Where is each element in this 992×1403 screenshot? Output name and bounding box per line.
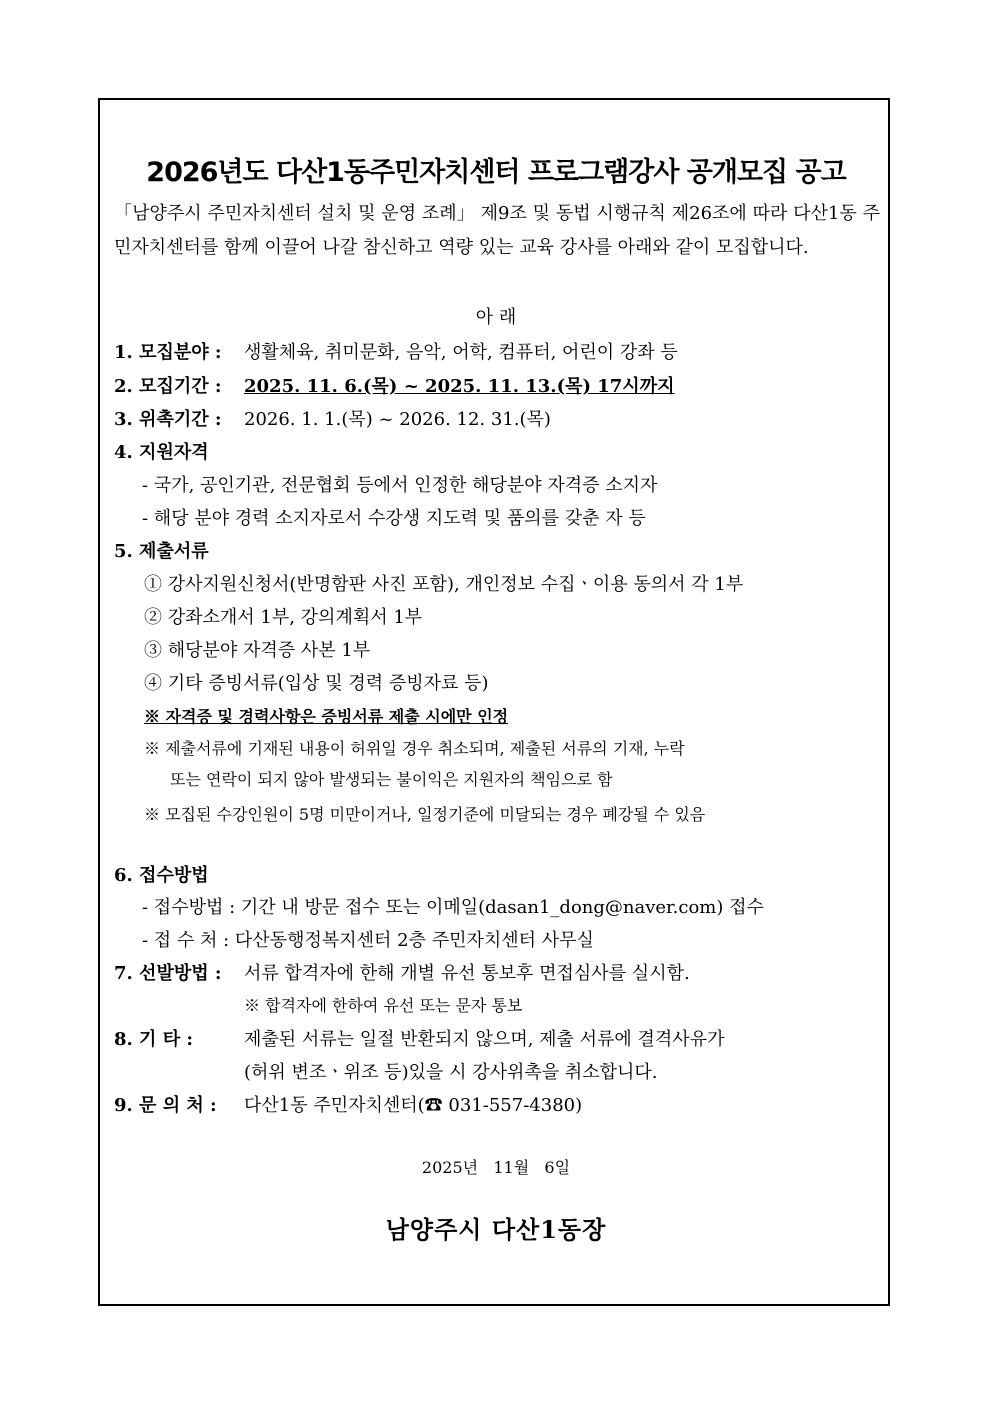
document-border bbox=[98, 98, 890, 1306]
note-line: ※ 모집된 수강인원이 5명 미만이거나, 일정기준에 미달되는 경우 폐강될 수 있음 bbox=[144, 805, 706, 824]
section2-value: 2025. 11. 6.(목) ~ 2025. 11. 13.(목) 17시까지 bbox=[244, 376, 675, 397]
list-item: ③ 해당분야 자격증 사본 1부 bbox=[144, 640, 371, 661]
bold-note: ※ 자격증 및 경력사항은 증빙서류 제출 시에만 인정 bbox=[144, 707, 509, 726]
section9-value: 다산1동 주민자치센터(☎ 031-557-4380) bbox=[244, 1095, 583, 1116]
notice-date: 2025년 11월 6일 bbox=[421, 1158, 571, 1177]
section4-label: 4. 지원자격 bbox=[114, 442, 209, 463]
list-item: ④ 기타 증빙서류(입상 및 경력 증빙자료 등) bbox=[144, 673, 489, 694]
list-item: ② 강좌소개서 1부, 강의계획서 1부 bbox=[144, 607, 423, 628]
page-title: 2026년도 다산1동주민자치센터 프로그램강사 공개모집 공고 bbox=[146, 157, 846, 188]
section7-label: 7. 선발방법 : bbox=[114, 963, 222, 984]
section2-label: 2. 모집기간 : bbox=[114, 376, 222, 397]
list-item: - 접수방법 : 기간 내 방문 접수 또는 이메일(dasan1_dong@naver.com) 접수 bbox=[142, 897, 764, 918]
section6-label: 6. 접수방법 bbox=[114, 865, 209, 886]
section8-line2: (허위 변조ㆍ위조 등)있을 시 강사위촉을 취소합니다. bbox=[244, 1062, 658, 1083]
section1-value: 생활체육, 취미문화, 음악, 어학, 컴퓨터, 어린이 강좌 등 bbox=[244, 342, 678, 363]
section7-value: 서류 합격자에 한해 개별 유선 통보후 면접심사를 실시함. bbox=[244, 963, 690, 984]
note-line: ※ 합격자에 한하여 유선 또는 문자 통보 bbox=[244, 996, 523, 1015]
note-line: 또는 연락이 되지 않아 발생되는 불이익은 지원자의 책임으로 함 bbox=[170, 770, 613, 789]
section3-label: 3. 위촉기간 : bbox=[114, 409, 222, 430]
section5-label: 5. 제출서류 bbox=[114, 541, 209, 562]
list-item: - 해당 분야 경력 소지자로서 수강생 지도력 및 품의를 갖춘 자 등 bbox=[142, 508, 646, 529]
list-item: - 국가, 공인기관, 전문협회 등에서 인정한 해당분야 자격증 소지자 bbox=[142, 475, 658, 496]
notice-heading: 아 래 bbox=[475, 307, 517, 328]
section8-label: 8. 기 타 : bbox=[114, 1029, 194, 1050]
section9-label: 9. 문 의 처 : bbox=[114, 1095, 217, 1116]
note-line: ※ 제출서류에 기재된 내용이 허위일 경우 취소되며, 제출된 서류의 기재, 누락 bbox=[144, 739, 685, 758]
issuer-name: 남양주시 다산1동장 bbox=[385, 1215, 607, 1244]
section1-label: 1. 모집분야 : bbox=[114, 342, 222, 363]
section3-value: 2026. 1. 1.(목) ~ 2026. 12. 31.(목) bbox=[244, 409, 551, 430]
section8-line1: 제출된 서류는 일절 반환되지 않으며, 제출 서류에 결격사유가 bbox=[244, 1029, 725, 1050]
list-item: ① 강사지원신청서(반명함판 사진 포함), 개인정보 수집ㆍ이용 동의서 각 1부 bbox=[144, 574, 744, 595]
list-item: - 접 수 처 : 다산동행정복지센터 2층 주민자치센터 사무실 bbox=[142, 930, 594, 951]
intro-paragraph: 「남양주시 주민자치센터 설치 및 운영 조례」 제9조 및 동법 시행규칙 제26조에 따라 다산1동 주민자치센터를 함께 이끌어 나갈 참신하고 역량 있는 교육 강사를 아래와 같이 모집합니다. bbox=[114, 203, 880, 258]
